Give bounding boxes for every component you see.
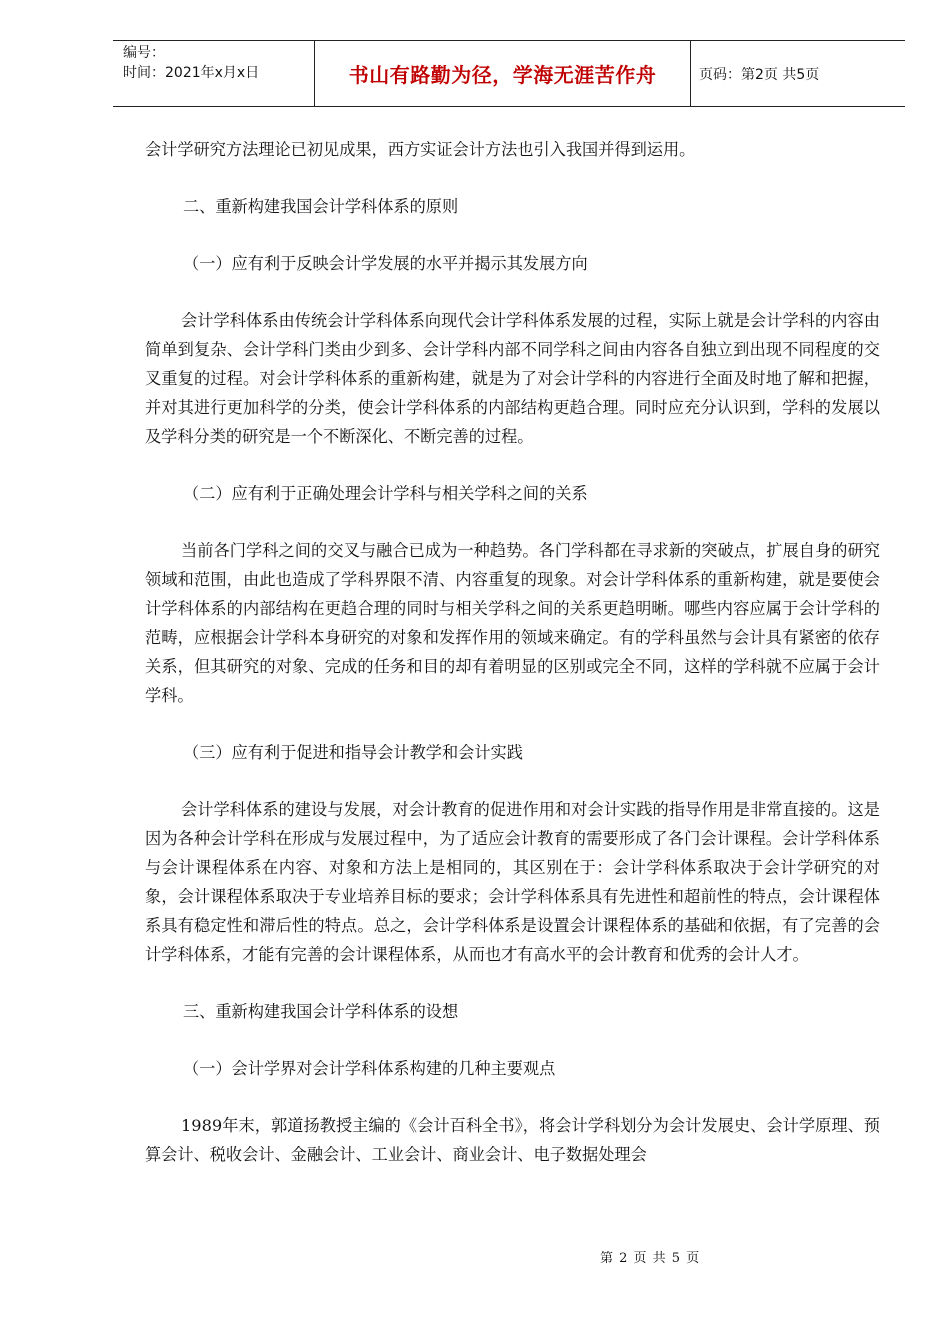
page-footer: 第 2 页 共 5 页 xyxy=(600,1251,701,1266)
body-paragraph: 会计学科体系由传统会计学科体系向现代会计学科体系发展的过程，实际上就是会计学科的内容由简单到复杂、会计学科门类由少到多、会计学科内部不同学科之间由内容各自独立到出现不同程度的交叉重复的过程。对会计学科体系的重新构建，就是为了对会计学科的内容进行全面及时地了解和把握，并对其进行更加科学的分类，使会计学科体系的内部结构更趋合理。同时应充分认识到，学科的发展以及学科分类的研究是一个不断深化、不断完善的过程。 xyxy=(145,311,880,446)
header-motto: 书山有路勤为径，学海无涯苦作舟 xyxy=(315,41,691,106)
subsection-heading: （一）会计学界对会计学科体系构建的几种主要观点 xyxy=(183,1059,556,1078)
subsection-heading: （一）应有利于反映会计学发展的水平并揭示其发展方向 xyxy=(183,254,588,273)
page-header xyxy=(113,40,905,107)
subsection-heading: （二）应有利于正确处理会计学科与相关学科之间的关系 xyxy=(183,484,588,503)
document-body xyxy=(145,135,880,1169)
header-page-info: 页码：第2页 共5页 xyxy=(699,66,820,83)
header-meta xyxy=(113,41,315,106)
document-number-label: 编号： xyxy=(123,45,165,61)
body-paragraph: 会计学研究方法理论已初见成果，西方实证会计方法也引入我国并得到运用。 xyxy=(145,140,696,159)
body-paragraph: 当前各门学科之间的交叉与融合已成为一种趋势。各门学科都在寻求新的突破点，扩展自身的研究领域和范围，由此也造成了学科界限不清、内容重复的现象。对会计学科体系的重新构建，就是要使会计学科体系的内部结构在更趋合理的同时与相关学科之间的关系更趋明晰。哪些内容应属于会计学科的范畴，应根据会计学科本身研究的对象和发挥作用的领域来确定。有的学科虽然与会计具有紧密的依存关系，但其研究的对象、完成的任务和目的却有着明显的区别或完全不同，这样的学科就不应属于会计学科。 xyxy=(145,541,880,705)
section-heading: 二、重新构建我国会计学科体系的原则 xyxy=(183,197,459,216)
section-heading: 三、重新构建我国会计学科体系的设想 xyxy=(183,1002,459,1021)
body-paragraph: 1989年末，郭道扬教授主编的《会计百科全书》，将会计学科划分为会计发展史、会计学原理、预算会计、税收会计、金融会计、工业会计、商业会计、电子数据处理会 xyxy=(145,1116,880,1164)
document-time-label: 时间：2021年x月x日 xyxy=(123,65,260,81)
body-paragraph: 会计学科体系的建设与发展，对会计教育的促进作用和对会计实践的指导作用是非常直接的。这是因为各种会计学科在形成与发展过程中，为了适应会计教育的需要形成了各门会计课程。会计学科体系与会计课程体系在内容、对象和方法上是相同的，其区别在于：会计学科体系取决于会计学研究的对象，会计课程体系取决于专业培养目标的要求；会计学科体系具有先进性和超前性的特点，会计课程体系具有稳定性和滞后性的特点。总之，会计学科体系是设置会计课程体系的基础和依据，有了完善的会计学科体系，才能有完善的会计课程体系，从而也才有高水平的会计教育和优秀的会计人才。 xyxy=(145,800,880,964)
subsection-heading: （三）应有利于促进和指导会计教学和会计实践 xyxy=(183,743,523,762)
